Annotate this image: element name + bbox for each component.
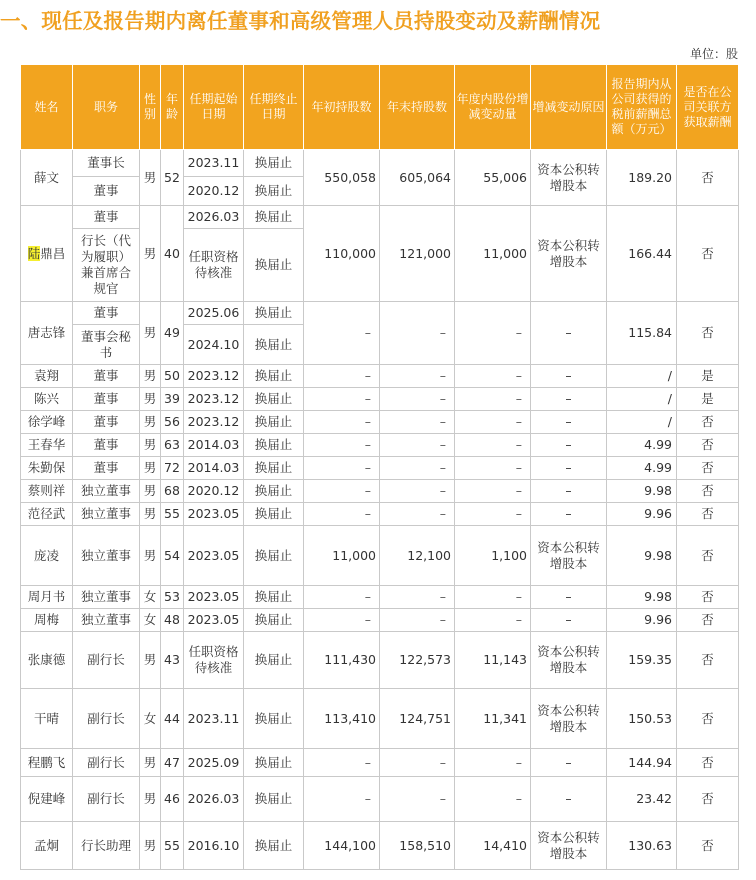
related-cell: 否 (677, 206, 739, 302)
name-cell (21, 206, 73, 302)
related-cell: 否 (677, 526, 739, 586)
end-cell: 换届止 (244, 206, 304, 229)
name-cell: 蔡则祥 (21, 480, 73, 503)
start-cell: 任职资格待核准 (184, 632, 244, 689)
change-cell: – (455, 609, 531, 632)
table-header-row (21, 65, 739, 150)
finish-cell: – (380, 749, 455, 777)
title-cell: 董事 (73, 457, 140, 480)
table-row (21, 503, 739, 526)
related-cell: 否 (677, 480, 739, 503)
finish-cell: – (380, 586, 455, 609)
age-cell: 47 (161, 749, 184, 777)
begin-cell: 144,100 (304, 822, 380, 870)
gender-cell: 男 (140, 150, 161, 206)
change-cell: 11,000 (455, 206, 531, 302)
age-cell: 44 (161, 689, 184, 749)
gender-cell: 男 (140, 411, 161, 434)
age-cell: 63 (161, 434, 184, 457)
related-cell: 否 (677, 609, 739, 632)
gender-cell: 女 (140, 689, 161, 749)
start-cell: 2023.11 (184, 150, 244, 177)
end-cell: 换届止 (244, 325, 304, 365)
gender-cell: 男 (140, 777, 161, 822)
reason-cell: – (531, 365, 607, 388)
end-cell: 换届止 (244, 457, 304, 480)
reason-cell: – (531, 434, 607, 457)
gender-cell: 男 (140, 749, 161, 777)
gender-cell: 男 (140, 206, 161, 302)
reason-cell: 资本公积转增股本 (531, 822, 607, 870)
pay-cell: / (607, 365, 677, 388)
related-cell: 否 (677, 434, 739, 457)
table-row (21, 434, 739, 457)
finish-cell: – (380, 302, 455, 365)
reason-cell: – (531, 777, 607, 822)
title-cell: 董事长 (73, 150, 140, 177)
begin-cell: – (304, 480, 380, 503)
reason-cell: – (531, 609, 607, 632)
age-cell: 56 (161, 411, 184, 434)
age-cell: 40 (161, 206, 184, 302)
col-header: 任期终止日期 (244, 65, 304, 150)
name-cell: 孟炯 (21, 822, 73, 870)
age-cell: 68 (161, 480, 184, 503)
age-cell: 43 (161, 632, 184, 689)
table-row (21, 411, 739, 434)
begin-cell: – (304, 609, 380, 632)
title-cell: 副行长 (73, 749, 140, 777)
name-cell: 陈兴 (21, 388, 73, 411)
gender-cell: 女 (140, 609, 161, 632)
start-cell: 2023.05 (184, 609, 244, 632)
begin-cell: – (304, 749, 380, 777)
change-cell: 55,006 (455, 150, 531, 206)
title-cell: 副行长 (73, 777, 140, 822)
table-row (21, 206, 739, 229)
age-cell: 46 (161, 777, 184, 822)
name-cell: 干晴 (21, 689, 73, 749)
age-cell: 54 (161, 526, 184, 586)
start-cell: 2025.09 (184, 749, 244, 777)
end-cell: 换届止 (244, 632, 304, 689)
related-cell: 否 (677, 822, 739, 870)
table-row (21, 749, 739, 777)
related-cell: 否 (677, 457, 739, 480)
finish-cell: – (380, 434, 455, 457)
gender-cell: 男 (140, 480, 161, 503)
related-cell: 否 (677, 689, 739, 749)
name-cell: 薛文 (21, 150, 73, 206)
name-cell: 张康德 (21, 632, 73, 689)
finish-cell: – (380, 365, 455, 388)
reason-cell: 资本公积转增股本 (531, 526, 607, 586)
gender-cell: 男 (140, 302, 161, 365)
end-cell: 换届止 (244, 822, 304, 870)
name-cell: 庞凌 (21, 526, 73, 586)
reason-cell: – (531, 457, 607, 480)
title-cell: 副行长 (73, 632, 140, 689)
start-cell: 2023.05 (184, 503, 244, 526)
pay-cell: 130.63 (607, 822, 677, 870)
finish-cell: 121,000 (380, 206, 455, 302)
name-cell: 朱勤保 (21, 457, 73, 480)
table-row (21, 302, 739, 325)
gender-cell: 男 (140, 822, 161, 870)
title-cell: 行长（代为履职）兼首席合规官 (73, 229, 140, 302)
start-cell: 2023.12 (184, 388, 244, 411)
start-cell: 2026.03 (184, 777, 244, 822)
table-row (21, 480, 739, 503)
finish-cell: – (380, 457, 455, 480)
end-cell: 换届止 (244, 526, 304, 586)
end-cell: 换届止 (244, 302, 304, 325)
reason-cell: – (531, 302, 607, 365)
begin-cell: – (304, 586, 380, 609)
pay-cell: / (607, 388, 677, 411)
name-highlight: 陆 (27, 245, 41, 261)
reason-cell: 资本公积转增股本 (531, 632, 607, 689)
title-cell: 董事会秘书 (73, 325, 140, 365)
change-cell: – (455, 365, 531, 388)
table-row (21, 457, 739, 480)
finish-cell: – (380, 609, 455, 632)
start-cell: 2026.03 (184, 206, 244, 229)
end-cell: 换届止 (244, 150, 304, 177)
pay-cell: / (607, 411, 677, 434)
finish-cell: 605,064 (380, 150, 455, 206)
col-header: 年度内股份增减变动量 (455, 65, 531, 150)
table-row (21, 365, 739, 388)
age-cell: 53 (161, 586, 184, 609)
start-cell: 2024.10 (184, 325, 244, 365)
name-cell: 周梅 (21, 609, 73, 632)
reason-cell: – (531, 388, 607, 411)
table-row (21, 586, 739, 609)
pay-cell: 9.96 (607, 609, 677, 632)
reason-cell: 资本公积转增股本 (531, 206, 607, 302)
reason-cell: – (531, 480, 607, 503)
col-header: 年末持股数 (380, 65, 455, 150)
related-cell: 否 (677, 503, 739, 526)
pay-cell: 9.96 (607, 503, 677, 526)
begin-cell: – (304, 503, 380, 526)
start-cell: 2025.06 (184, 302, 244, 325)
begin-cell: – (304, 388, 380, 411)
end-cell: 换届止 (244, 411, 304, 434)
related-cell: 否 (677, 150, 739, 206)
begin-cell: – (304, 365, 380, 388)
age-cell: 49 (161, 302, 184, 365)
table-row (21, 632, 739, 689)
finish-cell: – (380, 480, 455, 503)
age-cell: 48 (161, 609, 184, 632)
start-cell: 2016.10 (184, 822, 244, 870)
finish-cell: 12,100 (380, 526, 455, 586)
reason-cell: 资本公积转增股本 (531, 150, 607, 206)
col-header: 职务 (73, 65, 140, 150)
table-row (21, 526, 739, 586)
end-cell: 换届止 (244, 434, 304, 457)
gender-cell: 男 (140, 632, 161, 689)
reason-cell: – (531, 503, 607, 526)
start-cell: 2023.05 (184, 526, 244, 586)
change-cell: – (455, 749, 531, 777)
begin-cell: – (304, 434, 380, 457)
title-cell: 独立董事 (73, 503, 140, 526)
title-cell: 副行长 (73, 689, 140, 749)
pay-cell: 166.44 (607, 206, 677, 302)
table-row (21, 689, 739, 749)
pay-cell: 9.98 (607, 526, 677, 586)
end-cell: 换届止 (244, 689, 304, 749)
start-cell: 任职资格待核准 (184, 229, 244, 302)
end-cell: 换届止 (244, 777, 304, 822)
finish-cell: 158,510 (380, 822, 455, 870)
name-cell: 袁翔 (21, 365, 73, 388)
title-cell: 董事 (73, 434, 140, 457)
age-cell: 55 (161, 503, 184, 526)
pay-cell: 9.98 (607, 586, 677, 609)
title-cell: 独立董事 (73, 586, 140, 609)
change-cell: – (455, 503, 531, 526)
end-cell: 换届止 (244, 480, 304, 503)
name-cell: 徐学峰 (21, 411, 73, 434)
change-cell: – (455, 586, 531, 609)
table-row (21, 150, 739, 177)
change-cell: 14,410 (455, 822, 531, 870)
change-cell: – (455, 411, 531, 434)
name-rest: 鼎昌 (40, 245, 66, 261)
pay-cell: 4.99 (607, 457, 677, 480)
change-cell: – (455, 457, 531, 480)
age-cell: 72 (161, 457, 184, 480)
age-cell: 39 (161, 388, 184, 411)
end-cell: 换届止 (244, 586, 304, 609)
gender-cell: 男 (140, 457, 161, 480)
col-header: 年龄 (161, 65, 184, 150)
page-title: 一、现任及报告期内离任董事和高级管理人员持股变动及薪酬情况 (0, 9, 601, 33)
title-cell: 独立董事 (73, 526, 140, 586)
name-cell: 王春华 (21, 434, 73, 457)
name-cell: 范径武 (21, 503, 73, 526)
col-header: 是否在公司关联方获取薪酬 (677, 65, 739, 150)
related-cell: 否 (677, 411, 739, 434)
age-cell: 52 (161, 150, 184, 206)
title-cell: 独立董事 (73, 480, 140, 503)
pay-cell: 144.94 (607, 749, 677, 777)
begin-cell: – (304, 777, 380, 822)
start-cell: 2023.05 (184, 586, 244, 609)
col-header: 增减变动原因 (531, 65, 607, 150)
start-cell: 2014.03 (184, 434, 244, 457)
title-cell: 董事 (73, 177, 140, 206)
table-row (21, 609, 739, 632)
end-cell: 换届止 (244, 177, 304, 206)
reason-cell: 资本公积转增股本 (531, 689, 607, 749)
finish-cell: 122,573 (380, 632, 455, 689)
related-cell: 是 (677, 388, 739, 411)
change-cell: 1,100 (455, 526, 531, 586)
end-cell: 换届止 (244, 365, 304, 388)
title-cell: 董事 (73, 206, 140, 229)
start-cell: 2023.12 (184, 411, 244, 434)
col-header: 报告期内从公司获得的税前薪酬总额（万元） (607, 65, 677, 150)
related-cell: 否 (677, 749, 739, 777)
end-cell: 换届止 (244, 609, 304, 632)
related-cell: 否 (677, 586, 739, 609)
change-cell: 11,341 (455, 689, 531, 749)
related-cell: 否 (677, 632, 739, 689)
pay-cell: 23.42 (607, 777, 677, 822)
end-cell: 换届止 (244, 749, 304, 777)
begin-cell: – (304, 457, 380, 480)
end-cell: 换届止 (244, 388, 304, 411)
gender-cell: 女 (140, 586, 161, 609)
related-cell: 是 (677, 365, 739, 388)
start-cell: 2023.12 (184, 365, 244, 388)
title-cell: 董事 (73, 302, 140, 325)
finish-cell: 124,751 (380, 689, 455, 749)
begin-cell: 111,430 (304, 632, 380, 689)
finish-cell: – (380, 388, 455, 411)
title-cell: 行长助理 (73, 822, 140, 870)
begin-cell: 113,410 (304, 689, 380, 749)
title-cell: 董事 (73, 411, 140, 434)
pay-cell: 115.84 (607, 302, 677, 365)
begin-cell: 110,000 (304, 206, 380, 302)
pay-cell: 189.20 (607, 150, 677, 206)
start-cell: 2023.11 (184, 689, 244, 749)
finish-cell: – (380, 503, 455, 526)
end-cell: 换届止 (244, 229, 304, 302)
related-cell: 否 (677, 777, 739, 822)
begin-cell: – (304, 411, 380, 434)
table-row (21, 388, 739, 411)
pay-cell: 4.99 (607, 434, 677, 457)
start-cell: 2014.03 (184, 457, 244, 480)
change-cell: 11,143 (455, 632, 531, 689)
reason-cell: – (531, 411, 607, 434)
col-header: 姓名 (21, 65, 73, 150)
unit-label: 单位：股 (689, 47, 738, 61)
age-cell: 50 (161, 365, 184, 388)
title-cell: 董事 (73, 388, 140, 411)
gender-cell: 男 (140, 434, 161, 457)
begin-cell: 550,058 (304, 150, 380, 206)
age-cell: 55 (161, 822, 184, 870)
gender-cell: 男 (140, 526, 161, 586)
pay-cell: 150.53 (607, 689, 677, 749)
start-cell: 2020.12 (184, 480, 244, 503)
name-cell: 程鹏飞 (21, 749, 73, 777)
table-row (21, 777, 739, 822)
begin-cell: 11,000 (304, 526, 380, 586)
col-header: 年初持股数 (304, 65, 380, 150)
end-cell: 换届止 (244, 503, 304, 526)
table-row (21, 822, 739, 870)
name-cell: 唐志锋 (21, 302, 73, 365)
begin-cell: – (304, 302, 380, 365)
reason-cell: – (531, 586, 607, 609)
title-cell: 董事 (73, 365, 140, 388)
col-header: 性别 (140, 65, 161, 150)
change-cell: – (455, 388, 531, 411)
pay-cell: 9.98 (607, 480, 677, 503)
gender-cell: 男 (140, 388, 161, 411)
finish-cell: – (380, 411, 455, 434)
col-header: 任期起始日期 (184, 65, 244, 150)
name-cell: 周月书 (21, 586, 73, 609)
start-cell: 2020.12 (184, 177, 244, 206)
pay-cell: 159.35 (607, 632, 677, 689)
related-cell: 否 (677, 302, 739, 365)
shareholding-table (20, 64, 739, 870)
change-cell: – (455, 777, 531, 822)
name-cell: 倪建峰 (21, 777, 73, 822)
title-cell: 独立董事 (73, 609, 140, 632)
change-cell: – (455, 302, 531, 365)
gender-cell: 男 (140, 503, 161, 526)
change-cell: – (455, 480, 531, 503)
reason-cell: – (531, 749, 607, 777)
gender-cell: 男 (140, 365, 161, 388)
change-cell: – (455, 434, 531, 457)
finish-cell: – (380, 777, 455, 822)
